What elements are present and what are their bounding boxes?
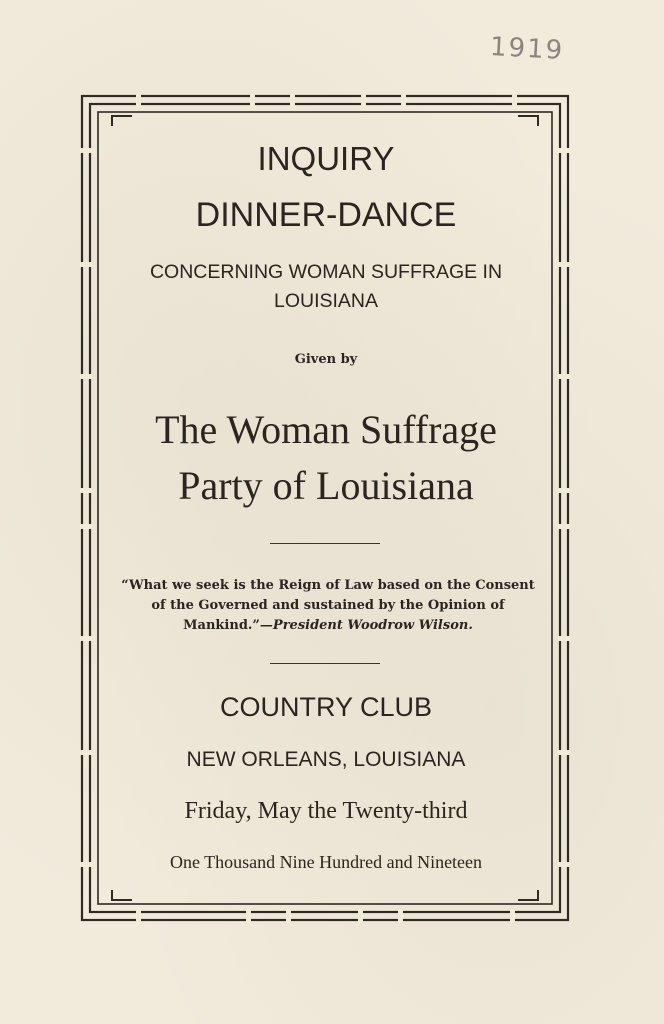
title-dinner-dance: DINNER-DANCE: [195, 196, 457, 234]
given-by-label: Given by: [294, 352, 358, 367]
host-organization: [100, 402, 552, 514]
event-year: One Thousand Nine Hundred and Nineteen: [169, 852, 483, 872]
handwritten-year-note: 1919: [489, 32, 565, 66]
host-line-1: The Woman Suffrage: [155, 407, 497, 452]
host-line-2: Party of Louisiana: [178, 463, 474, 508]
quote-attribution: —President Woodrow Wilson.: [259, 618, 473, 633]
city: NEW ORLEANS, LOUISIANA: [186, 748, 466, 771]
subtitle-line-1: CONCERNING WOMAN SUFFRAGE IN: [149, 261, 503, 283]
venue: COUNTRY CLUB: [219, 692, 433, 722]
divider-bottom: [270, 663, 380, 664]
quotation: [118, 576, 538, 636]
quote-text: “What we seek is the Reign of Law based on the Consent of the Governed and sustained by the Opinion of Mankind.”: [121, 578, 535, 633]
event-date: Friday, May the Twenty-third: [184, 798, 468, 824]
divider-top: [270, 543, 380, 544]
title-inquiry: INQUIRY: [257, 140, 395, 177]
subtitle-line-2: LOUISIANA: [273, 290, 379, 312]
subtitle: [100, 258, 552, 316]
